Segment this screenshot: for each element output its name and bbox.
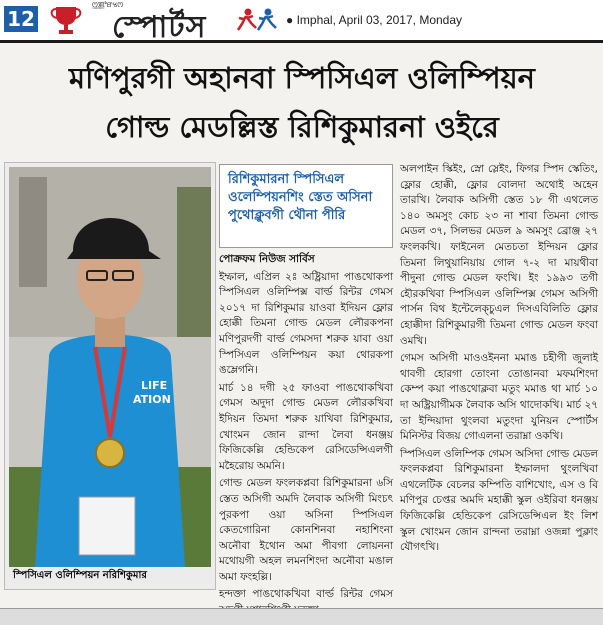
subhead-box (219, 164, 393, 248)
section-kicker: ꯁ꯭ꯄꯣꯔꯠꯁ (92, 1, 124, 9)
svg-text:LIFE: LIFE (141, 379, 168, 392)
headline-line-1: মণিপুরগী অহানবা স্পিসিএল ওলিম্পিয়ন (68, 61, 535, 95)
dateline: ● Imphal, April 03, 2017, Monday (286, 13, 463, 27)
paragraph: হন্দক্তা পাঙথোকখিবা বার্ল্ড রিন্টর গেমস (219, 588, 393, 601)
bottom-strip (0, 608, 603, 625)
athlete-photo (9, 167, 211, 567)
page-header (0, 0, 603, 43)
page-number: 12 (4, 6, 38, 32)
paragraph: মার্চ ১৪ দগী ২৫ ফাওবা পাঙথোকখিবা গেমস অদুদা গোল্ড মেডল লৌরকখিবা ইদিয়ন তিমদা শরুক য়াখিবা রিশিকুমার, খোংমন জোন রান্দা লৈবা ধনঞ্জয় ফিজিকেল্লি হেন্ডিকেপ রেসিডেন্সিএলগী মহৈরোয় অমনি। (219, 381, 393, 472)
paragraph: ইম্ফাল, এপ্রিল ২ঃ অষ্ট্রিয়াদা পাঙথোকপা স্পিসিএল ওলিম্পিক্স বার্ল্ড রিন্টর গেমস ২০১৭ দা রিশিকুমার য়াওবা ইদিয়ন ফ্লোর হোক্কী তিমনা গোল্ড মেডল লৌরকপনা মণিপুরদগী বার্ল্ড গেমসদা শরুক য়াবা ওয়া স্পিসিএল ওলিম্পিয়ন কয়া থোরকপা ঙম্লেগনি। (219, 270, 393, 377)
paragraph: স্পিসিএল ওলিম্পিক গেমস অসিদা গোল্ড মেডল ফংলকপ্লবা রিশিকুমারনা ইম্ফালদা থুংলখিবা এথলেটিক বেচলর কম্পিতি বাশিখোং, এস ও বি মণিপুর চেপ্তর অমদি মহাক্কী স্কুল ওইরিবা ধনঞ্জয় ফিজিকেল্লি হেন্ডিকেপ রেসিডেন্সিএল ইং লিশ স্কুল খোংমন জোন রান্দনা তরাম্না ওজন্না পুক্লাং যৌগৎখি। (400, 447, 598, 554)
article-column-1 (219, 252, 393, 621)
article-column-2 (400, 162, 598, 558)
byline: পোক্রফম নিউজ সার্বিস (219, 253, 315, 265)
trophy-icon (48, 5, 84, 35)
article-subhead: রিশিকুমারনা স্পিসিএল ওলেম্পিয়নশিং স্তেত অসিনা পুথোক্লুবগী থৌনা পীরি (228, 172, 373, 223)
section-title: স্পোর্টস (112, 10, 207, 45)
runner-icon (236, 6, 284, 36)
article-photo (4, 162, 216, 590)
paragraph: অলপাইন স্কিইং, স্নো স্লেইং, ফিগর স্পিদ স্কেতিং, ফ্লোর হোক্কী, ফ্লোর বোলদা অথোই অহেন তারখি। লৈবাক অসিগী স্তেত ১৮ গী এথলেত ১৪০ অমসুং কোচ ২৩ না শাবা তিমনা গোল্ড মেডল ৩৭, সিলভর মেডল ৯ অমসুং ব্রোঞ্জ ২৭ ফংলকখি। ফাইনেল মেতচতা ইন্দিয়ন ফ্লোর তিমনা লিথুয়ানিয়ায় গোল ৭-২ দা মায়থীবা পীদুনা গোল্ড মেডল ফংখি। ইং ১৯৯৩ তগী হৌরকখিবা স্পিসিএল ওলিম্পিক্স গেমস অসিগী পার্সন বিথ ইন্টেলেক্চুএল দিসএবিলিতি ফ্লোর হোক্কীদা রিশিকুমারগী তিমনা গোল্ড মেডল ফংবা ওমখি। (400, 163, 598, 347)
article-headline (6, 54, 598, 152)
svg-text:ATION: ATION (133, 393, 171, 406)
paragraph: গেমস অসিগী মাওওইননা মমাঙ চহীগী জুলাই থাবগী হোরগা তোংনা তোঙানবা মফমশিংদা কেম্প কয়া পাঙথোক্লবা মতুং মমাঙ থা মার্চ ১০ দা অষ্ট্রিয়াগীমক লৈবাক অসি থাদোকখি। মার্চ ২৭ তা ইন্দিয়াদা থুংলবা মতুংদা যুনিয়ন স্পোর্টস মিনিস্টর বিজয় গোএলনা তরাম্না ওকখি। (400, 352, 598, 443)
photo-caption: স্পিসিএল ওলিম্পিয়ন নরিশিকুমার (13, 570, 147, 581)
paragraph: গোল্ড মেডল ফংলকপ্লবা রিশিকুমারনা ৬সি স্তেত অসিগী অমদি লৈবাক অসিগী মিংচৎ পুরকপা ওয়া অসিনা স্পিসিএল কেতগোরিনা কোনশিনবা নহাশিংনা অনৌবা ইথোন অমা পীবগা লোয়ননা মথোয়গী অহল লমনশিংদা অনৌবা মঙাল অমা ফংহল্লি। (219, 477, 393, 583)
headline-line-2: গোল্ড মেডল্লিস্ত রিশিকুমারনা ওইরে (105, 110, 499, 144)
